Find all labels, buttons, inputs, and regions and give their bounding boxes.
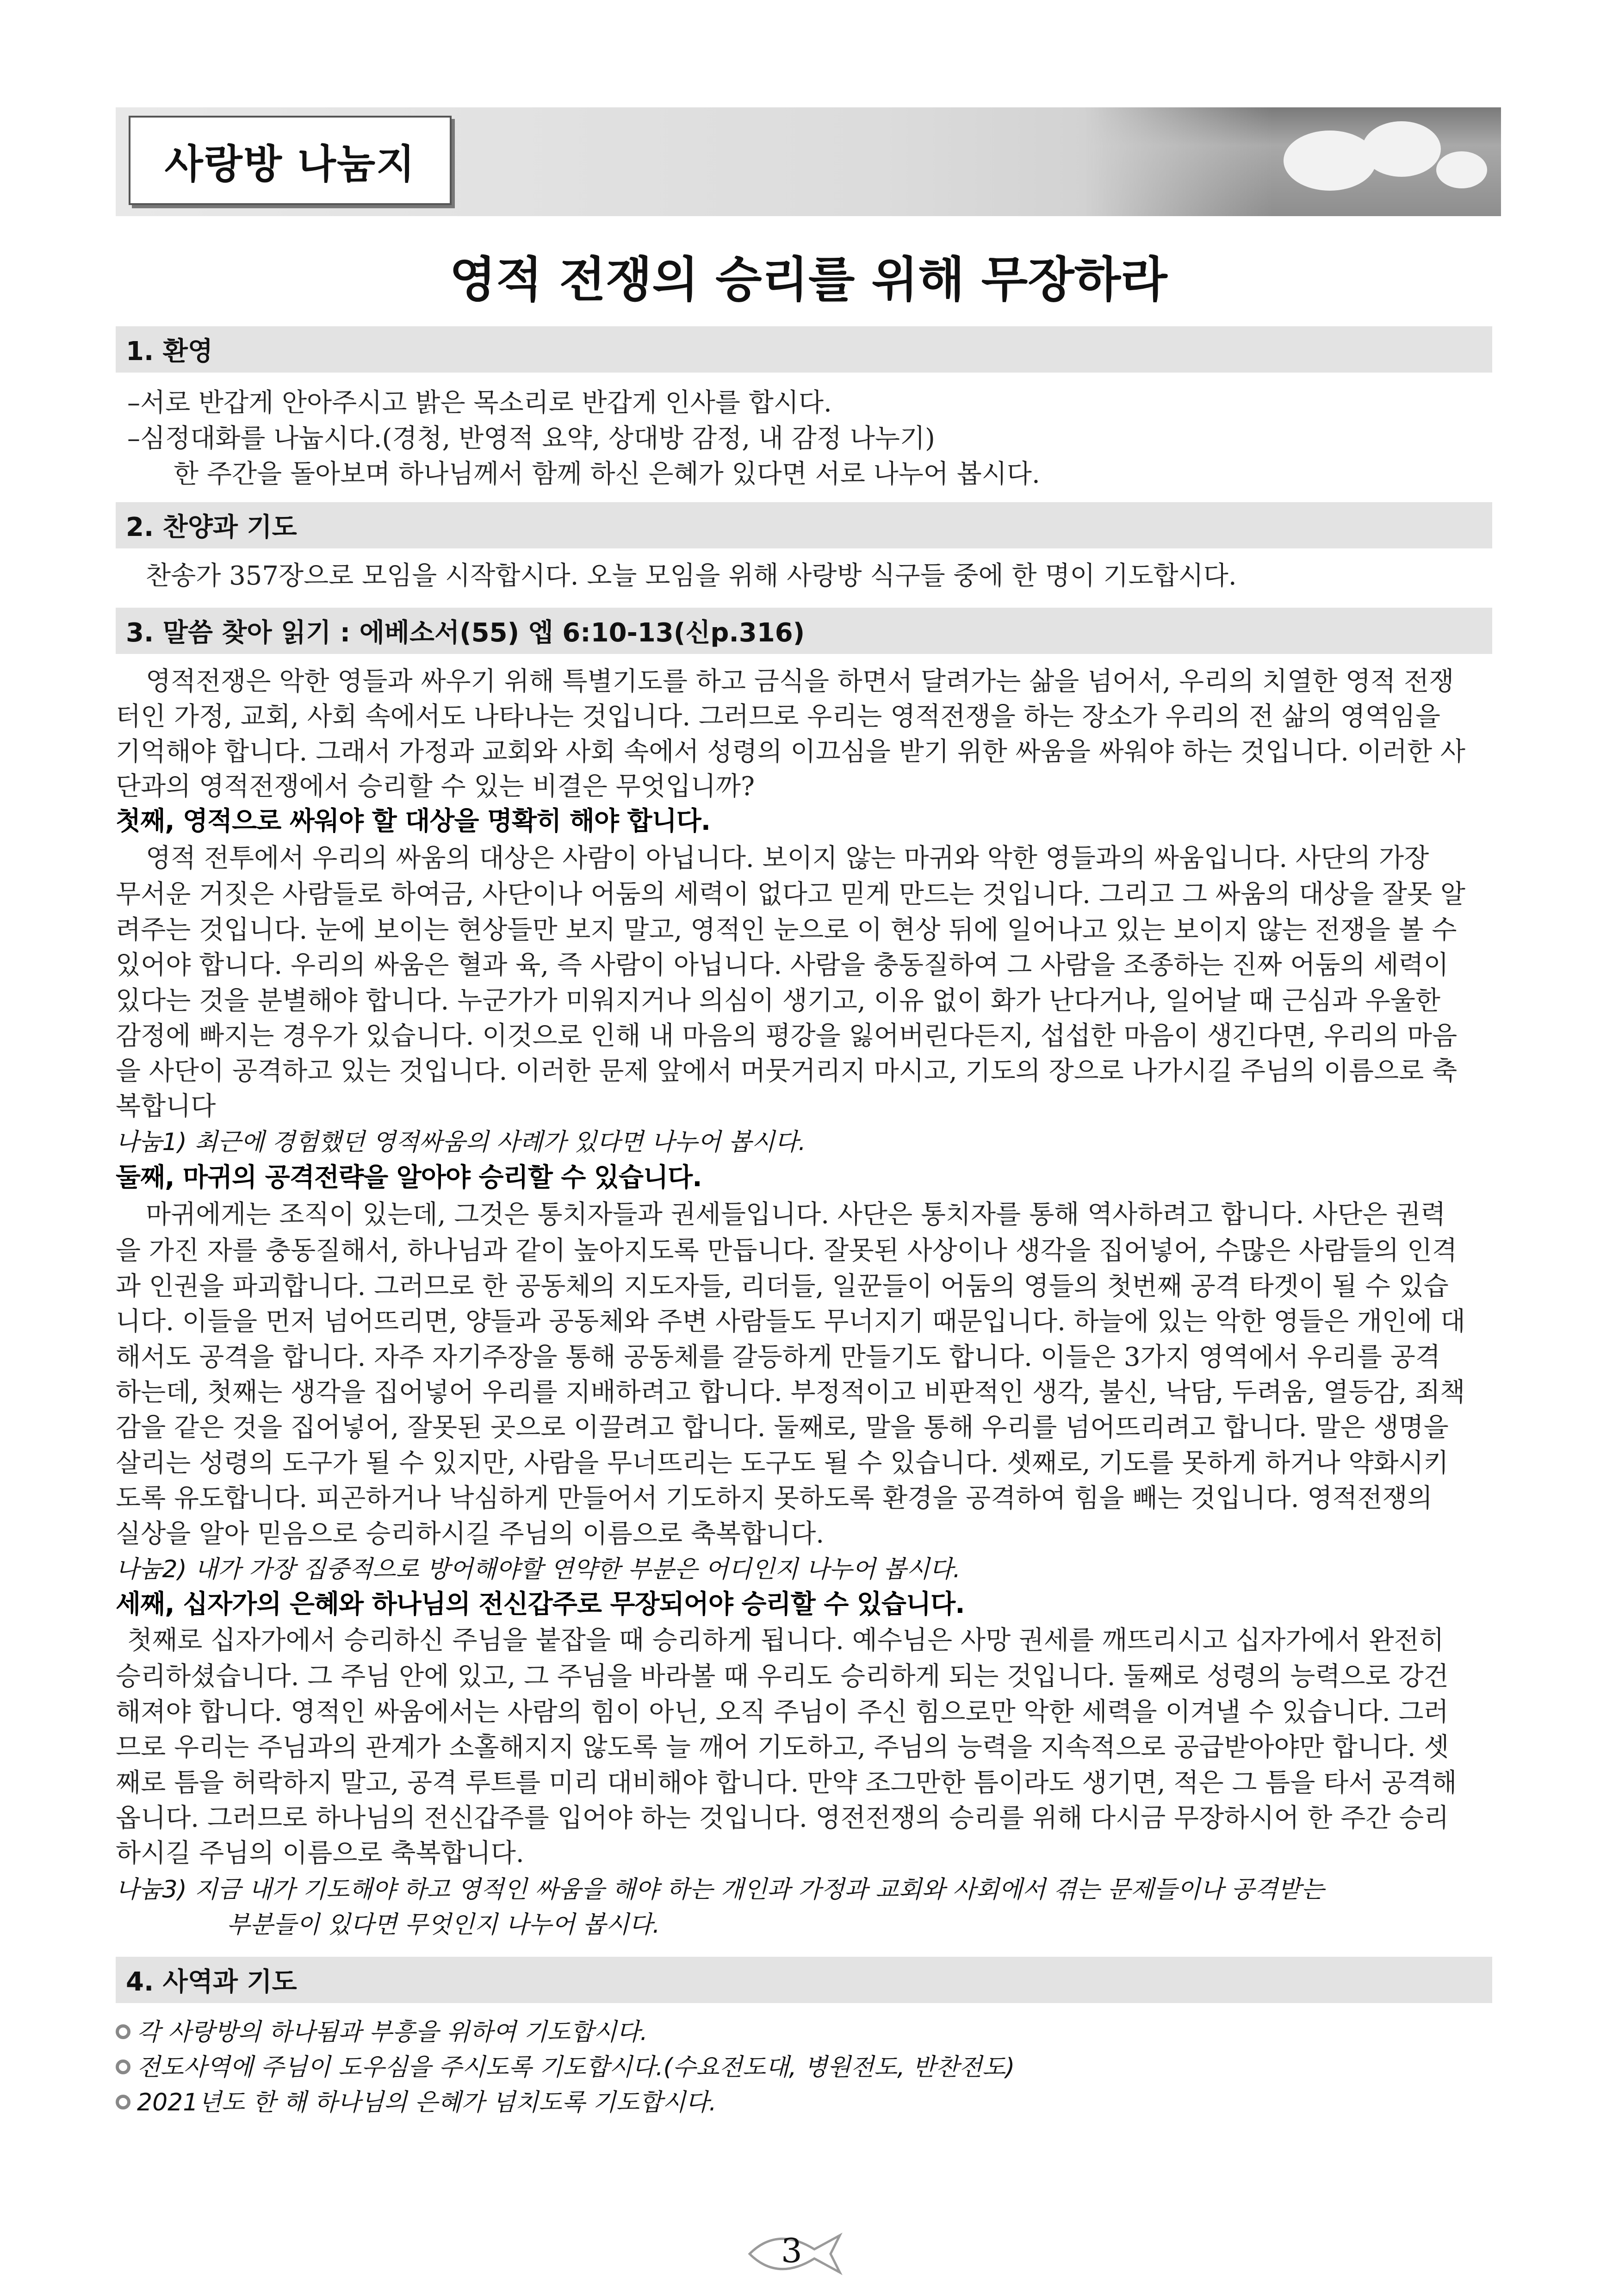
text-line: 단과의 영적전쟁에서 승리할 수 있는 비결은 무엇입니까? <box>116 772 755 802</box>
bullet-icon <box>116 2024 130 2039</box>
point-heading: 세째, 십자가의 은혜와 하나님의 전신갑주로 무장되어야 승리할 수 있습니다. <box>116 1589 965 1619</box>
sheep-photo <box>1085 107 1501 216</box>
text-line: 하는데, 첫째는 생각을 집어넣어 우리를 지배하려고 합니다. 부정적이고 비판적인 생각, 불신, 낙담, 두려움, 열등감, 죄책 <box>116 1377 1465 1407</box>
text-line: 므로 우리는 주님과의 관계가 소홀해지지 않도록 늘 깨어 기도하고, 주님의 능력을 지속적으로 공급받아야만 합니다. 셋 <box>116 1732 1449 1762</box>
prayer-item: 각 사랑방의 하나됨과 부흥을 위하여 기도합시다. <box>116 2012 1504 2047</box>
text-line: 있다는 것을 분별해야 합니다. 누군가가 미워지거나 의심이 생기고, 이유 없이 화가 난다거나, 일어날 때 근심과 우울한 <box>116 986 1440 1016</box>
point-heading: 첫째, 영적으로 싸워야 할 대상을 명확히 해야 합니다. <box>116 806 711 836</box>
text-line: 을 사단이 공격하고 있는 것입니다. 이러한 문제 앞에서 머뭇거리지 마시고, 기도의 장으로 나가시길 주님의 이름으로 축 <box>116 1056 1458 1086</box>
text-line: 감을 같은 것을 집어넣어, 잘못된 곳으로 이끌려고 합니다. 둘째로, 말을 통해 우리를 넘어뜨리려고 합니다. 말은 생명을 <box>116 1412 1449 1443</box>
section-heading-praise: 2. 찬양과 기도 <box>116 502 1492 548</box>
text-line: 려주는 것입니다. 눈에 보이는 현상들만 보지 말고, 영적인 눈으로 이 현상 뒤에 일어나고 있는 보이지 않는 전쟁을 볼 수 <box>116 915 1457 945</box>
text-line: 영적전쟁은 악한 영들과 싸우기 위해 특별기도를 하고 금식을 하면서 달려가는 삶을 넘어서, 우리의 치열한 영적 전쟁 <box>146 666 1454 697</box>
text-line: 마귀에게는 조직이 있는데, 그것은 통치자들과 권세들입니다. 사단은 통치자를 통해 역사하려고 합니다. 사단은 권력 <box>146 1200 1446 1230</box>
text-line: 한 주간을 돌아보며 하나님께서 함께 하신 은혜가 있다면 서로 나누어 봅시다. <box>174 459 1040 489</box>
text-line: 하시길 주님의 이름으로 축복합니다. <box>116 1838 524 1868</box>
section-heading-ministry: 4. 사역과 기도 <box>116 1957 1492 2003</box>
prayer-item: 전도사역에 주님이 도우심을 주시도록 기도합시다.(수요전도대, 병원전도, 반찬전도) <box>116 2047 1504 2082</box>
text-line: 살리는 성령의 도구가 될 수 있지만, 사람을 무너뜨리는 도구도 될 수 있습니다. 셋째로, 기도를 못하게 하거나 약화시키 <box>116 1448 1449 1478</box>
page-title: 영적 전쟁의 승리를 위해 무장하라 <box>449 251 1167 308</box>
page-category-title: 사랑방 나눔지 <box>164 141 416 187</box>
bullet-icon <box>116 2095 130 2109</box>
bullet-icon <box>116 2060 130 2074</box>
text-line: 기억해야 합니다. 그래서 가정과 교회와 사회 속에서 성령의 이끄심을 받기 위한 싸움을 싸워야 하는 것입니다. 이러한 사 <box>116 737 1466 767</box>
text-line: 찬송가 357장으로 모임을 시작합시다. 오늘 모임을 위해 사랑방 식구들 중에 한 명이 기도합시다. <box>146 561 1237 591</box>
text-line: 영적 전투에서 우리의 싸움의 대상은 사람이 아닙니다. 보이지 않는 마귀와 악한 영들과의 싸움입니다. 사단의 가장 <box>146 843 1429 873</box>
section-heading-scripture: 3. 말씀 찾아 읽기 : 에베소서(55) 엡 6:10-13(신p.316) <box>116 608 1492 654</box>
text-line: 옵니다. 그러므로 하나님의 전신갑주를 입어야 하는 것입니다. 영전전쟁의 승리를 위해 다시금 무장하시어 한 주간 승리 <box>116 1803 1449 1833</box>
text-line: 실상을 알아 믿음으로 승리하시길 주님의 이름으로 축복합니다. <box>116 1519 825 1549</box>
text-line: 을 가진 자를 충동질해서, 하나님과 같이 높아지도록 만듭니다. 잘못된 사상이나 생각을 집어넣어, 수많은 사람들의 인격 <box>116 1236 1458 1266</box>
share-question: 부분들이 있다면 무엇인지 나누어 봅시다. <box>227 1911 660 1939</box>
text-line: 복합니다 <box>116 1091 216 1121</box>
page-category-box <box>129 116 452 205</box>
text-line: 터인 가정, 교회, 사회 속에서도 나타나는 것입니다. 그러므로 우리는 영적전쟁을 하는 장소가 우리의 전 삶의 영역임을 <box>116 702 1440 732</box>
text-line: 승리하셨습니다. 그 주님 안에 있고, 그 주님을 바라볼 때 우리도 승리하게 되는 것입니다. 둘째로 성령의 능력으로 강건 <box>116 1661 1449 1692</box>
prayer-item: 2021년도 한 해 하나님의 은혜가 넘치도록 기도합시다. <box>116 2083 1504 2117</box>
share-question: 나눔2) 내가 가장 집중적으로 방어해야할 연약한 부분은 어디인지 나누어 봅시다. <box>116 1556 961 1583</box>
text-line: 도록 유도합니다. 피곤하거나 낙심하게 만들어서 기도하지 못하도록 환경을 공격하여 힘을 빼는 것입니다. 영적전쟁의 <box>116 1483 1433 1513</box>
text-line: 있어야 합니다. 우리의 싸움은 혈과 육, 즉 사람이 아닙니다. 사람을 충동질하여 그 사람을 조종하는 진짜 어둠의 세력이 <box>116 950 1449 980</box>
text-line: –심정대화를 나눕시다.(경청, 반영적 요약, 상대방 감정, 내 감정 나누기) <box>127 423 935 454</box>
text-line: 과 인권을 파괴합니다. 그러므로 한 공동체의 지도자들, 리더들, 일꾼들이 어둠의 영들의 첫번째 공격 타겟이 될 수 있습 <box>116 1271 1449 1301</box>
text-line: 해져야 합니다. 영적인 싸움에서는 사람의 힘이 아닌, 오직 주님이 주신 힘으로만 악한 세력을 이겨낼 수 있습니다. 그러 <box>116 1697 1449 1727</box>
text-line: 니다. 이들을 먼저 넘어뜨리면, 양들과 공동체와 주변 사람들도 무너지기 때문입니다. 하늘에 있는 악한 영들은 개인에 대 <box>116 1307 1466 1337</box>
text-line: 해서도 공격을 합니다. 자주 자기주장을 통해 공동체를 갈등하게 만들기도 합니다. 이들은 3가지 영역에서 우리를 공격 <box>116 1342 1440 1372</box>
share-question: 나눔1) 최근에 경험했던 영적싸움의 사례가 있다면 나누어 봅시다. <box>116 1128 806 1156</box>
text-line: –서로 반갑게 안아주시고 밝은 목소리로 반갑게 인사를 합시다. <box>127 388 832 418</box>
text-line: 첫째로 십자가에서 승리하신 주님을 붙잡을 때 승리하게 됩니다. 예수님은 사망 권세를 깨뜨리시고 십자가에서 완전히 <box>127 1625 1444 1655</box>
point-heading: 둘째, 마귀의 공격전략을 알아야 승리할 수 있습니다. <box>116 1163 702 1193</box>
page-number: 3 <box>745 2228 847 2279</box>
text-line: 무서운 거짓은 사람들로 하여금, 사단이나 어둠의 세력이 없다고 믿게 만드는 것입니다. 그리고 그 싸움의 대상을 잘못 알 <box>116 879 1466 909</box>
section-heading-welcome: 1. 환영 <box>116 326 1492 373</box>
share-question: 나눔3) 지금 내가 기도해야 하고 영적인 싸움을 해야 하는 개인과 가정과 교회와 사회에서 겪는 문제들이나 공격받는 <box>116 1876 1324 1904</box>
text-line: 감정에 빠지는 경우가 있습니다. 이것으로 인해 내 마음의 평강을 잃어버린다든지, 섭섭한 마음이 생긴다면, 우리의 마음 <box>116 1021 1458 1051</box>
text-line: 째로 틈을 허락하지 말고, 공격 루트를 미리 대비해야 합니다. 만약 조그만한 틈이라도 생기면, 적은 그 틈을 타서 공격해 <box>116 1768 1457 1798</box>
